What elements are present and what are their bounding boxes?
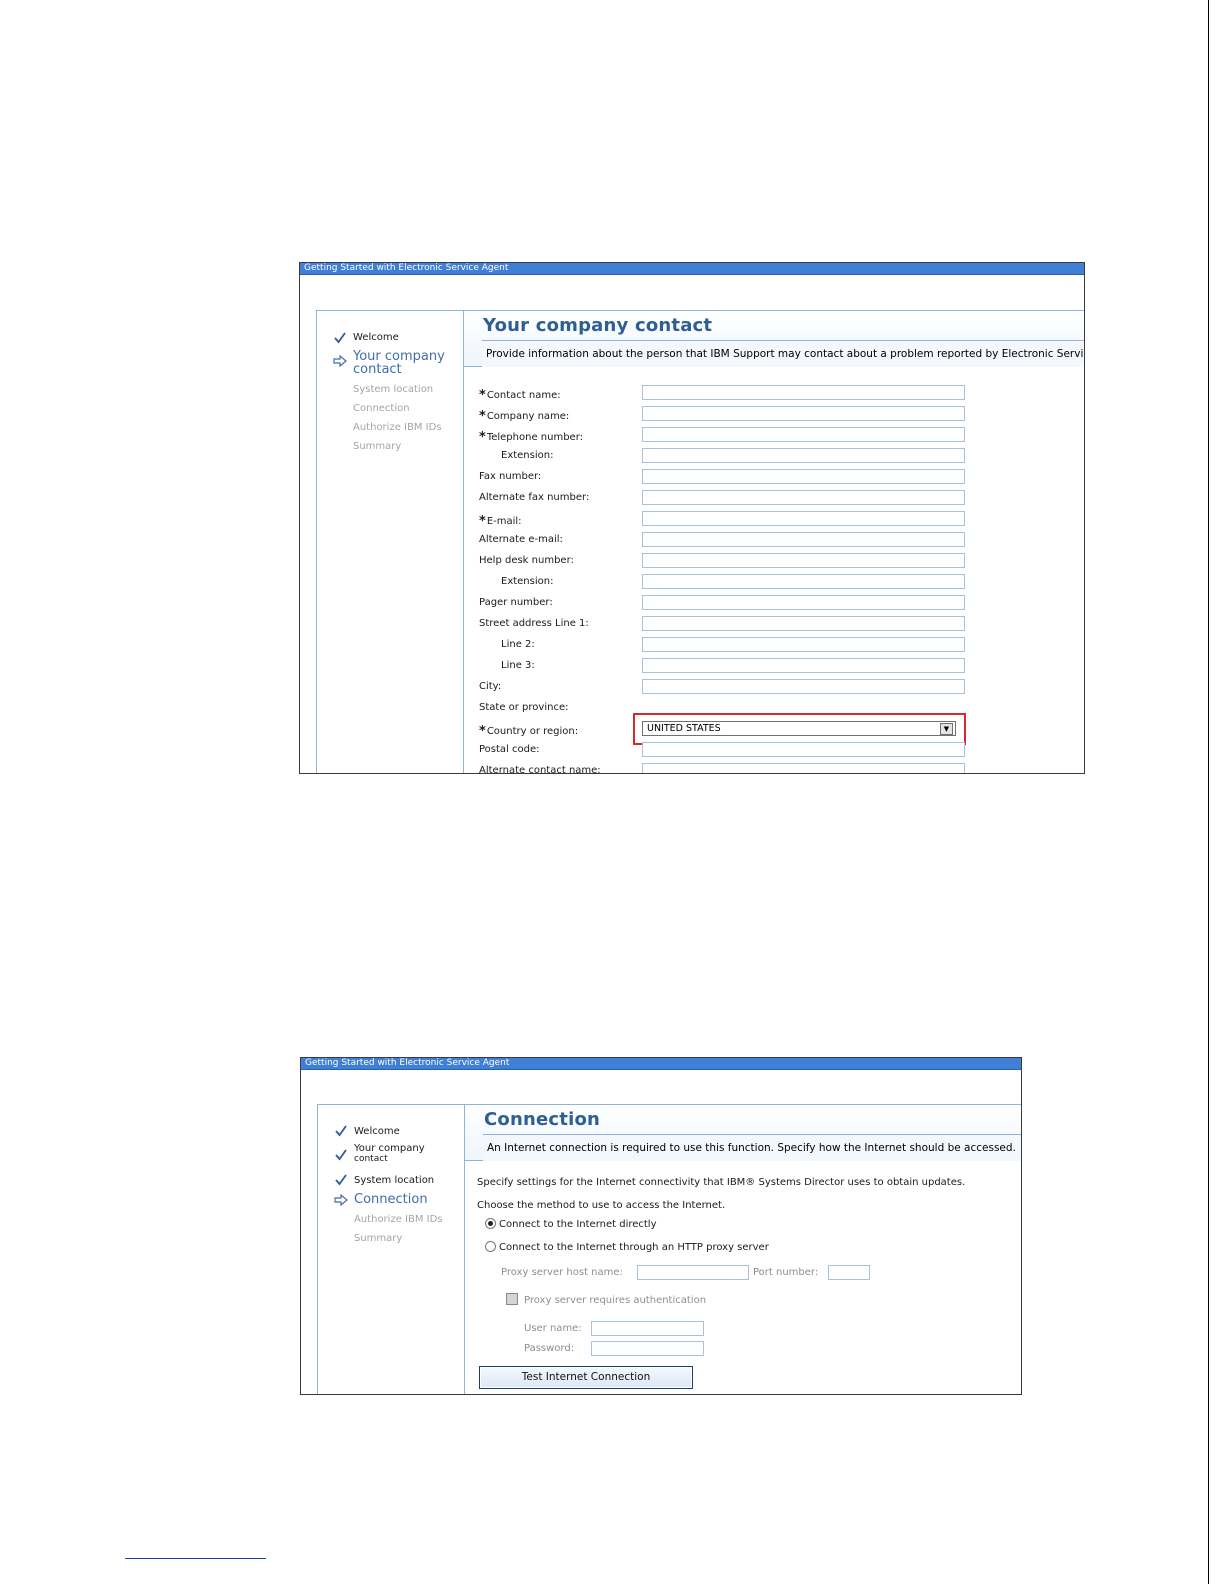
text-input[interactable] [642,532,965,547]
radio-proxy[interactable] [485,1241,496,1252]
field-label [479,723,578,738]
text-input[interactable] [642,427,965,442]
chevron-down-icon[interactable]: ▼ [940,723,953,735]
field-label-text: Help desk number: [479,555,574,566]
nav-item-authorize[interactable] [318,1214,464,1226]
field-label-text: Line 2: [501,639,535,650]
test-connection-button[interactable]: Test Internet Connection [479,1366,693,1389]
field-label [479,408,569,423]
intro-text: Specify settings for the Internet connectivity that IBM® Systems Director uses to obtain updates. [477,1177,966,1188]
text-input[interactable] [642,679,965,694]
wizard-nav [318,1105,465,1395]
field-label-text: Alternate e-mail: [479,534,563,545]
nav-label: System location [353,384,434,395]
field-label [501,639,535,650]
page-description: Provide information about the person that IBM Support may contact about a problem reported by Electronic Servi [482,340,1084,367]
nav-label-line1: Your company [354,1143,425,1154]
footnote-rule [125,1558,266,1559]
proxy-host-input[interactable] [637,1265,749,1280]
required-marker: * [479,430,486,445]
nav-label-line1: Your company [353,349,445,364]
checkmark-icon [333,331,347,345]
text-input[interactable] [642,553,965,568]
required-marker: * [479,388,486,403]
nav-item-connection[interactable] [318,1192,464,1208]
page-description: An Internet connection is required to use this function. Specify how the Internet should be accessed. [483,1134,1021,1161]
proxy-host-label: Proxy server host name: [501,1267,623,1278]
choose-method-text: Choose the method to use to access the Internet. [477,1200,726,1211]
nav-label-line2: contact [354,1154,388,1164]
wizard-nav [317,311,464,774]
field-label [479,765,601,774]
field-label [479,681,501,692]
text-input[interactable] [642,763,965,774]
arrow-right-icon [334,1193,348,1207]
nav-item-system-location[interactable] [317,384,463,396]
field-label-text: E-mail: [486,516,522,527]
contact-screenshot [299,262,1085,774]
nav-item-contact[interactable] [318,1143,464,1165]
required-marker: * [479,409,486,424]
window-titlebar: Getting Started with Electronic Service Agent [301,1058,1021,1070]
page-header [465,1105,1021,1161]
text-input[interactable] [642,742,965,757]
page-header [464,311,1084,367]
field-label-text: Extension: [501,450,554,461]
text-input[interactable] [642,616,965,631]
text-input[interactable] [642,574,965,589]
field-label [501,450,553,461]
field-label [479,597,553,608]
text-input[interactable] [642,385,965,400]
required-marker: * [479,514,486,529]
password-label: Password: [524,1343,575,1354]
field-label [479,471,541,482]
field-label-text: Postal code: [479,744,540,755]
wizard-frame [316,310,1084,774]
field-label [479,618,589,629]
window-titlebar: Getting Started with Electronic Service Agent [300,263,1084,275]
radio-direct[interactable] [485,1218,496,1229]
field-label [479,513,522,528]
text-input[interactable] [642,406,965,421]
nav-label: Connection [354,1192,428,1207]
field-label-text: State or province: [479,702,569,713]
field-label-text: Alternate fax number: [479,492,590,503]
checkmark-icon [334,1173,348,1187]
checkmark-icon [334,1148,348,1162]
password-input[interactable] [591,1341,704,1356]
country-select-value: UNITED STATES [647,723,721,734]
nav-item-summary[interactable] [317,441,463,453]
field-label [479,702,568,713]
arrow-right-icon [333,354,347,368]
page-title: Your company contact [483,315,713,336]
nav-label: Welcome [353,332,399,343]
nav-item-welcome[interactable] [317,330,463,344]
user-name-input[interactable] [591,1321,704,1336]
text-input[interactable] [642,490,965,505]
port-label: Port number: [753,1267,819,1278]
field-label-text: Extension: [501,576,554,587]
connection-screenshot [300,1057,1022,1395]
field-label [479,744,540,755]
nav-label: Authorize IBM IDs [353,422,442,433]
text-input[interactable] [642,511,965,526]
field-label-text: Alternate contact name: [479,765,601,774]
nav-item-authorize[interactable] [317,422,463,434]
field-label-text: Pager number: [479,597,553,608]
field-label [501,660,535,671]
radio-proxy-label: Connect to the Internet through an HTTP proxy server [499,1242,769,1253]
nav-item-connection[interactable] [317,403,463,415]
text-input[interactable] [642,448,965,463]
proxy-auth-checkbox[interactable] [506,1293,518,1305]
nav-item-system-location[interactable] [318,1173,464,1187]
nav-label-line2: contact [353,362,402,377]
wizard-frame [317,1104,1021,1395]
text-input[interactable] [642,658,965,673]
field-label-text: Company name: [486,411,570,422]
text-input[interactable] [642,595,965,610]
nav-label: Connection [353,403,410,414]
field-label-text: Country or region: [486,726,579,737]
field-label-text: Contact name: [486,390,561,401]
nav-label: Summary [353,441,402,452]
required-marker: * [479,724,486,739]
wizard-content [464,311,1084,774]
nav-item-welcome[interactable] [318,1124,464,1138]
field-label-text: Street address Line 1: [479,618,589,629]
user-name-label: User name: [524,1323,582,1334]
page-edge-line [1208,0,1209,1584]
wizard-content [465,1105,1021,1395]
field-label [479,387,561,402]
radio-direct-label: Connect to the Internet directly [499,1219,657,1230]
text-input[interactable] [642,469,965,484]
nav-item-summary[interactable] [318,1233,464,1245]
country-highlight-box [633,713,966,745]
field-label-text: Line 3: [501,660,535,671]
checkmark-icon [334,1124,348,1138]
nav-label: Authorize IBM IDs [354,1214,443,1225]
field-label [501,576,553,587]
field-label [479,492,589,503]
field-label-text: Fax number: [479,471,542,482]
nav-item-contact[interactable] [317,351,463,377]
page-title: Connection [484,1109,601,1130]
field-label-text: City: [479,681,502,692]
nav-label: Summary [354,1233,403,1244]
text-input[interactable] [642,637,965,652]
proxy-auth-label: Proxy server requires authentication [524,1295,707,1306]
port-input[interactable] [828,1265,870,1280]
field-label-text: Telephone number: [486,432,583,443]
field-label [479,555,574,566]
field-label [479,429,583,444]
nav-label: Welcome [354,1126,400,1137]
nav-label: System location [354,1175,435,1186]
field-label [479,534,563,545]
